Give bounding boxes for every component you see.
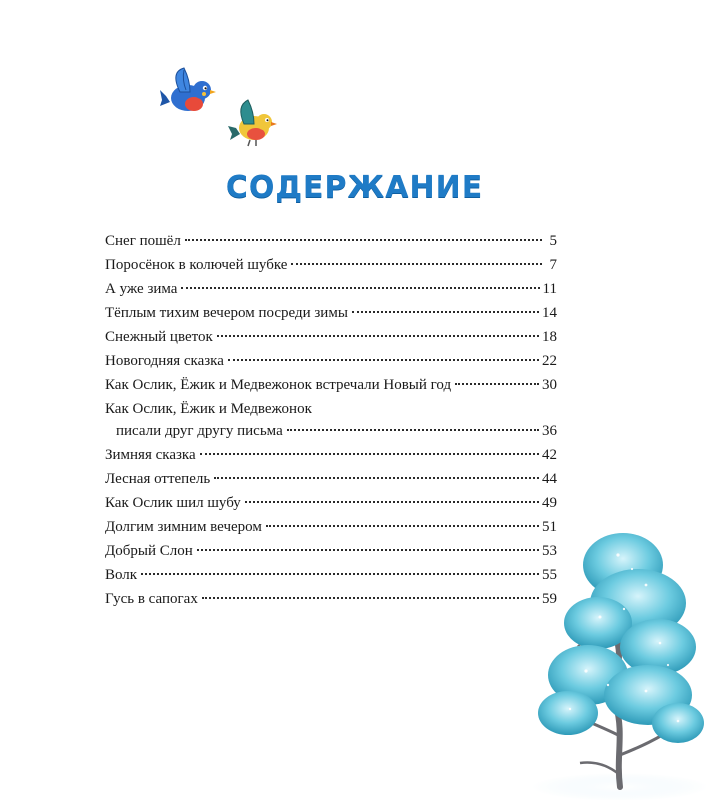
toc-entry-title: Долгим зимним вечером <box>105 519 262 535</box>
toc-leader-dots <box>291 263 542 265</box>
toc-leader-dots <box>266 525 539 527</box>
toc-entry-page: 44 <box>542 471 557 487</box>
toc-leader-dots <box>185 239 542 241</box>
toc-entry[interactable] <box>105 587 557 611</box>
toc-entry-title: Как Ослик шил шубу <box>105 495 241 511</box>
toc-entry-title: Поросёнок в колючей шубке <box>105 257 288 273</box>
toc-leader-dots <box>352 311 539 313</box>
toc-entry[interactable] <box>105 491 557 515</box>
toc-leader-dots <box>228 359 539 361</box>
toc-entry-page: 42 <box>542 447 557 463</box>
toc-entry-title-line1: Как Ослик, Ёжик и Медвежонок <box>105 401 312 417</box>
toc-entry[interactable] <box>105 443 557 467</box>
toc-entry-title: Гусь в сапогах <box>105 591 198 607</box>
toc-leader-dots <box>200 453 539 455</box>
toc-entry-title: Добрый Слон <box>105 543 193 559</box>
toc-leader-dots <box>141 573 539 575</box>
toc-leader-dots <box>214 477 539 479</box>
blue-bird-illustration <box>160 66 216 118</box>
toc-leader-dots <box>455 383 539 385</box>
toc-entry-title: Волк <box>105 567 138 583</box>
toc-entry[interactable] <box>105 325 557 349</box>
toc-leader-dots <box>287 429 539 431</box>
toc-entry[interactable] <box>105 301 557 325</box>
toc-entry-page: 11 <box>542 281 557 297</box>
contents-heading: СОДЕРЖАНИЕ <box>225 170 484 205</box>
toc-entry[interactable] <box>105 349 557 373</box>
toc-entry-page: 18 <box>542 329 557 345</box>
toc-entry[interactable] <box>105 467 557 491</box>
frosted-tree-illustration <box>528 525 708 800</box>
toc-entry-title: А уже зима <box>105 281 178 297</box>
toc-entry-title: Тёплым тихим вечером посреди зимы <box>105 305 348 321</box>
toc-entry[interactable] <box>105 229 557 253</box>
toc-entry[interactable] <box>105 253 557 277</box>
toc-entry-page: 7 <box>549 257 557 273</box>
toc-entry-title-line2: писали друг другу письма <box>116 423 283 439</box>
toc-entry-page: 30 <box>542 377 557 393</box>
yellow-bird-illustration <box>228 98 278 148</box>
toc-leader-dots <box>197 549 539 551</box>
toc-entry-title: Лесная оттепель <box>105 471 211 487</box>
table-of-contents <box>105 229 557 611</box>
toc-entry-page: 53 <box>542 543 557 559</box>
toc-entry[interactable] <box>105 373 557 397</box>
toc-entry-page: 22 <box>542 353 557 369</box>
toc-entry-page: 55 <box>542 567 557 583</box>
toc-entry-page: 59 <box>542 591 557 607</box>
toc-entry[interactable] <box>105 515 557 539</box>
toc-entry[interactable] <box>105 563 557 587</box>
toc-leader-dots <box>202 597 539 599</box>
toc-entry-title: Как Ослик, Ёжик и Медвежонок встречали Новый год <box>105 377 452 393</box>
toc-entry-title: Новогодняя сказка <box>105 353 224 369</box>
toc-entry[interactable] <box>105 277 557 301</box>
toc-entry[interactable] <box>105 539 557 563</box>
toc-entry-page: 14 <box>542 305 557 321</box>
toc-entry[interactable] <box>105 397 557 443</box>
toc-entry-page: 36 <box>542 423 557 439</box>
toc-leader-dots <box>245 501 539 503</box>
toc-entry-page: 51 <box>542 519 557 535</box>
toc-entry-title: Зимняя сказка <box>105 447 196 463</box>
toc-entry-title: Снег пошёл <box>105 233 181 249</box>
toc-leader-dots <box>217 335 539 337</box>
toc-entry-title: Снежный цветок <box>105 329 213 345</box>
toc-entry-page: 5 <box>549 233 557 249</box>
toc-leader-dots <box>181 287 539 289</box>
toc-entry-page: 49 <box>542 495 557 511</box>
